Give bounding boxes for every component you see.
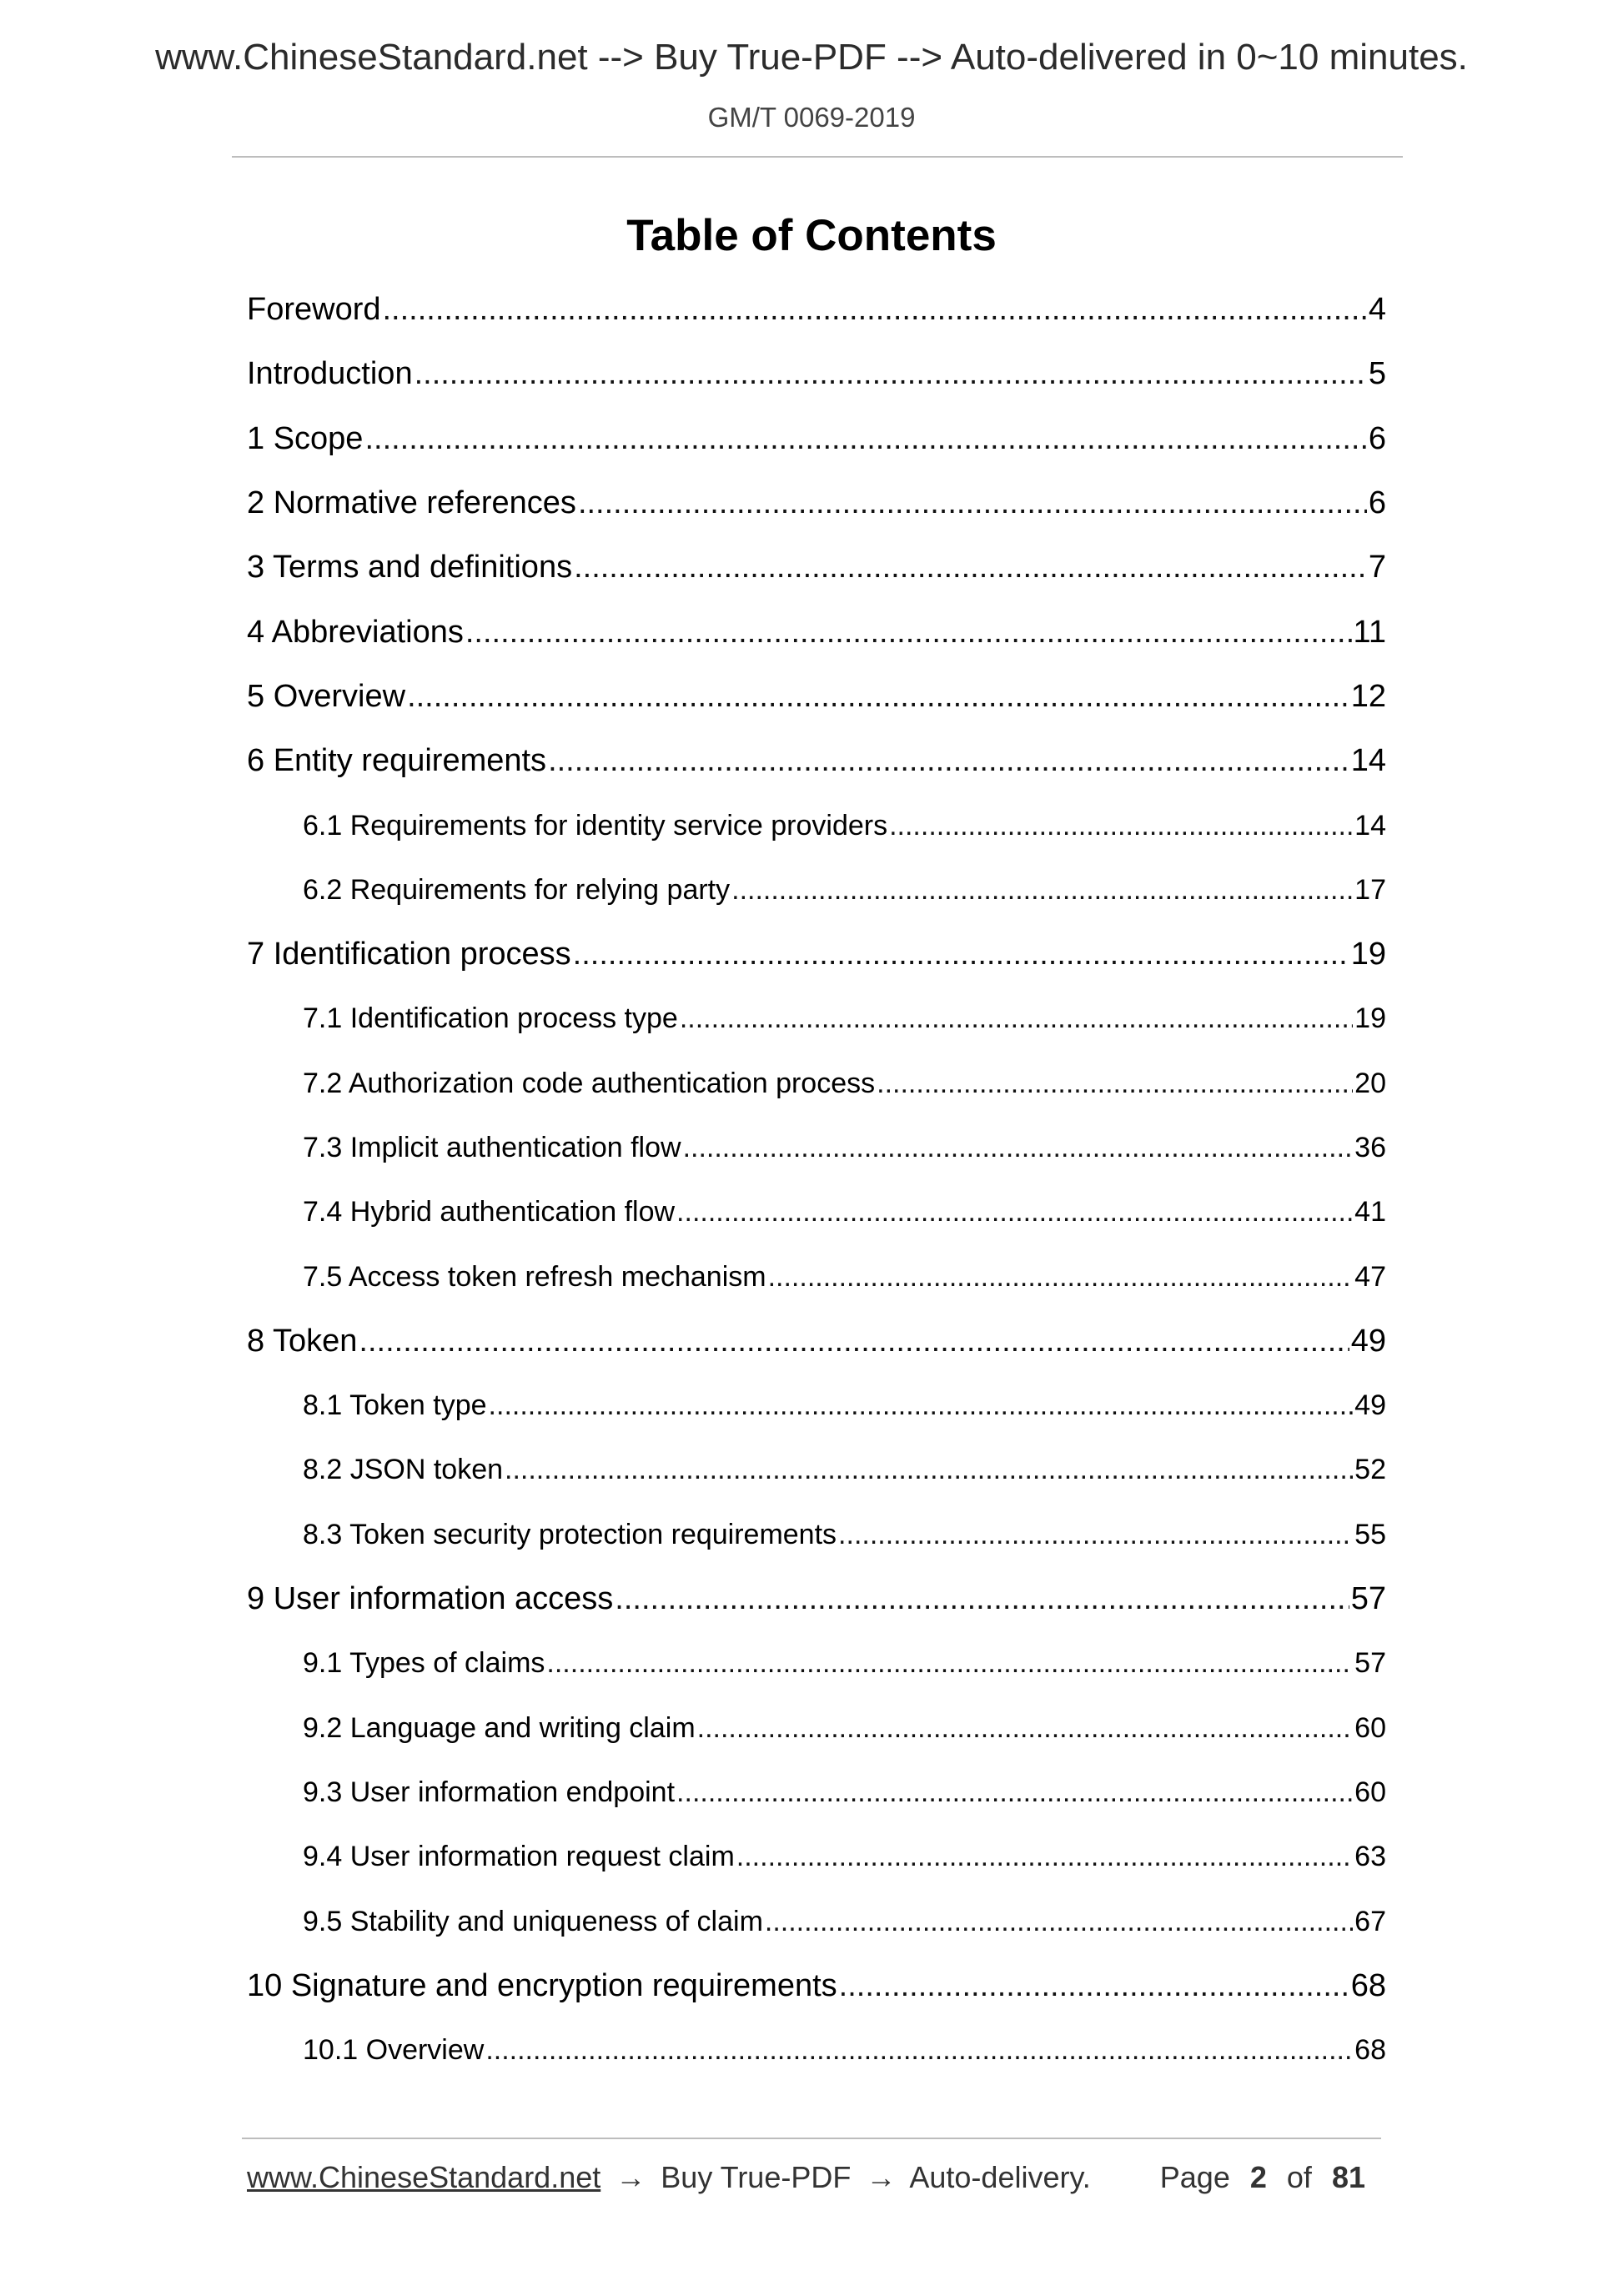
toc-entry[interactable] [247,793,1386,857]
toc-dot-leader [838,1519,1353,1551]
toc-entry[interactable] [247,1180,1386,1244]
toc-entry-label: 8.1 Token type [303,1389,487,1422]
toc-entry-page: 6 [1368,485,1386,521]
toc-entry[interactable] [247,600,1386,664]
toc-entry[interactable] [247,2018,1386,2082]
toc-entry-label: 9.5 Stability and uniqueness of claim [303,1905,763,1937]
page-title: Table of Contents [626,211,997,260]
footer-left [247,2160,1091,2195]
toc-entry[interactable] [247,1374,1386,1438]
toc-entry-label: Introduction [247,356,413,392]
toc-entry-page: 36 [1354,1132,1386,1163]
toc-entry[interactable] [247,342,1386,406]
toc-entry-label: 10 Signature and encryption requirements [247,1967,837,2003]
toc-entry[interactable] [247,987,1386,1051]
toc-entry-label: 5 Overview [247,678,406,714]
header-divider [232,156,1403,158]
toc-entry-page: 14 [1350,743,1386,779]
toc-entry[interactable] [247,407,1386,471]
toc-entry-page: 67 [1354,1905,1386,1937]
toc-dot-leader [505,1454,1353,1486]
toc-entry-page: 7 [1368,550,1386,585]
toc-dot-leader [697,1712,1354,1745]
toc-entry-page: 49 [1350,1323,1386,1359]
toc-entry-page: 11 [1353,614,1386,650]
toc-dot-leader [731,874,1353,907]
toc-dot-leader [546,1647,1353,1680]
toc-entry-label: 8.3 Token security protection requirements [303,1518,837,1550]
toc-entry[interactable] [247,1567,1386,1631]
toc-dot-leader [485,2034,1353,2067]
toc-dot-leader [676,1196,1353,1228]
toc-entry[interactable] [247,1954,1386,2018]
toc-entry[interactable] [247,1438,1386,1502]
arrow-right-icon: → [616,2160,646,2194]
toc-dot-leader [415,356,1367,392]
toc-entry-label: 7.4 Hybrid authentication flow [303,1196,676,1228]
toc-entry-page: 19 [1350,937,1386,972]
toc-entry-page: 57 [1350,1581,1386,1617]
toc-entry-page: 57 [1354,1647,1386,1680]
toc-dot-leader [877,1068,1353,1100]
toc-entry-label: 10.1 Overview [303,2034,485,2067]
toc-dot-leader [680,1002,1353,1035]
toc-entry-label: 7.1 Identification process type [303,1002,678,1035]
toc-dot-leader [574,550,1367,585]
toc-entry-page: 41 [1354,1196,1386,1228]
toc-entry[interactable] [247,1052,1386,1116]
toc-entry-label: 9.1 Types of claims [303,1647,545,1680]
toc-dot-leader [889,810,1353,842]
toc-entry[interactable] [247,1696,1386,1761]
toc-entry-label: 4 Abbreviations [247,614,464,650]
toc-entry-label: 7.2 Authorization code authentication process [303,1067,876,1099]
toc-entry-label: 1 Scope [247,420,364,456]
toc-entry-label: 8.2 JSON token [303,1454,504,1486]
toc-entry-page: 20 [1354,1067,1386,1099]
toc-entry[interactable] [247,1309,1386,1374]
header-banner: www.ChineseStandard.net --> Buy True-PDF --> Auto-delivered in 0~10 minutes. [155,37,1468,78]
toc-entry[interactable] [247,1244,1386,1309]
toc-entry[interactable] [247,278,1386,342]
toc-dot-leader [407,679,1349,715]
table-of-contents [247,278,1386,2082]
toc-entry-label: 7.5 Access token refresh mechanism [303,1260,766,1293]
toc-entry-label: 6 Entity requirements [247,743,547,779]
toc-entry-label: 9.2 Language and writing claim [303,1711,696,1744]
toc-entry[interactable] [247,1761,1386,1825]
toc-dot-leader [548,743,1349,779]
toc-entry-page: 47 [1354,1260,1386,1293]
toc-entry-label: 2 Normative references [247,485,576,521]
toc-entry-label: 6.1 Requirements for identity service providers [303,809,888,842]
toc-entry-page: 68 [1350,1967,1386,2003]
toc-dot-leader [578,485,1367,521]
toc-entry-label: 7 Identification process [247,937,571,972]
page-of: of [1286,2160,1312,2194]
arrow-right-icon: → [866,2160,897,2194]
page-current: 2 [1249,2160,1267,2194]
toc-entry[interactable] [247,922,1386,987]
toc-entry-label: 6.2 Requirements for relying party [303,873,731,906]
toc-entry[interactable] [247,1631,1386,1696]
toc-dot-leader [489,1389,1354,1422]
toc-entry-page: 6 [1368,420,1386,456]
toc-dot-leader [465,615,1352,651]
toc-dot-leader [736,1841,1353,1873]
footer-divider [242,2138,1381,2139]
toc-dot-leader [573,937,1349,972]
toc-entry[interactable] [247,471,1386,535]
toc-dot-leader [683,1132,1354,1164]
toc-entry[interactable] [247,1825,1386,1889]
toc-entry-label: 7.3 Implicit authentication flow [303,1132,681,1163]
toc-entry[interactable] [247,858,1386,922]
document-code: GM/T 0069-2019 [707,102,916,133]
toc-entry-page: 19 [1354,1002,1386,1035]
toc-entry-page: 5 [1368,356,1386,392]
toc-entry[interactable] [247,729,1386,793]
toc-entry-page: 4 [1368,292,1386,328]
footer-website-link[interactable]: www.ChineseStandard.net [247,2160,601,2194]
toc-entry-page: 17 [1354,873,1386,906]
toc-entry-page: 55 [1354,1518,1386,1550]
toc-dot-leader [359,1324,1349,1359]
toc-entry-page: 14 [1354,809,1386,842]
toc-entry-page: 60 [1354,1776,1386,1808]
footer [247,2160,1377,2195]
toc-entry-page: 68 [1354,2034,1386,2067]
toc-entry-page: 60 [1354,1711,1386,1744]
toc-entry[interactable] [247,1503,1386,1567]
toc-dot-leader [839,1968,1349,2004]
toc-entry-page: 49 [1354,1389,1386,1422]
toc-entry-page: 63 [1354,1841,1386,1873]
page-total: 81 [1331,2160,1365,2194]
footer-delivery-text: Auto-delivery. [909,2160,1091,2194]
toc-entry-page: 52 [1354,1454,1386,1486]
footer-buy-text: Buy True-PDF [661,2160,852,2194]
toc-entry-label: 3 Terms and definitions [247,550,573,585]
toc-entry[interactable] [247,1889,1386,1953]
toc-dot-leader [364,421,1366,457]
toc-dot-leader [765,1906,1353,1938]
toc-entry-label: 8 Token [247,1323,358,1359]
toc-entry-label: Foreword [247,292,381,328]
toc-entry-page: 12 [1350,678,1386,714]
toc-dot-leader [615,1581,1349,1617]
page-word: Page [1159,2160,1230,2194]
toc-dot-leader [383,292,1367,328]
toc-entry-label: 9.3 User information endpoint [303,1776,676,1808]
toc-entry-label: 9 User information access [247,1581,614,1617]
toc-entry[interactable] [247,1116,1386,1180]
toc-entry[interactable] [247,535,1386,600]
toc-dot-leader [768,1261,1354,1294]
page-indicator [1160,2160,1377,2195]
toc-dot-leader [676,1776,1353,1809]
toc-entry[interactable] [247,665,1386,729]
toc-entry-label: 9.4 User information request claim [303,1841,735,1873]
